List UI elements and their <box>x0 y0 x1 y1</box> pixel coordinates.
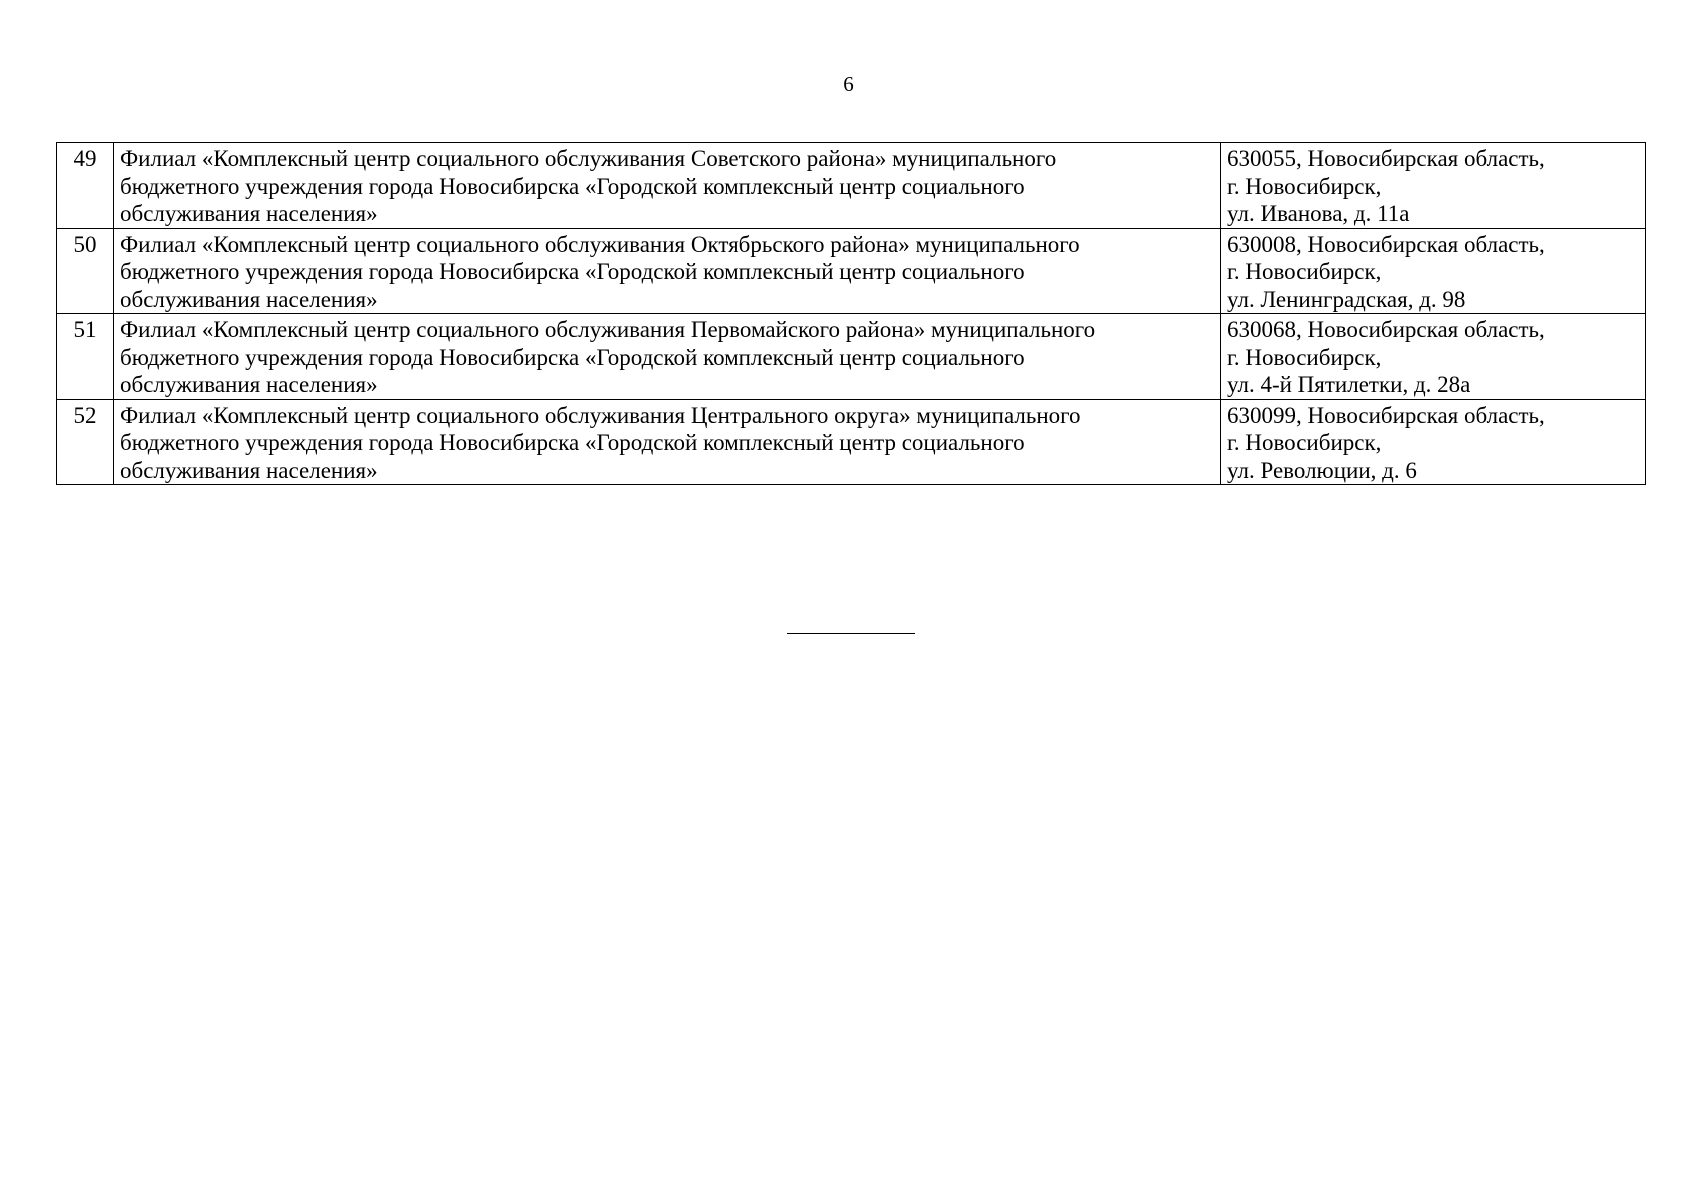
branch-name-line: бюджетного учреждения города Новосибирска «Городской комплексный центр социального <box>120 173 1025 199</box>
branch-name-line: Филиал «Комплексный центр социального обслуживания Центрального округа» муниципального <box>120 402 1081 428</box>
row-number: 52 <box>57 399 114 485</box>
address-line: 630008, Новосибирская область, <box>1227 231 1545 257</box>
branch-name-line: обслуживания населения» <box>120 457 378 483</box>
branch-name-line: обслуживания населения» <box>120 201 378 226</box>
branch-address <box>1221 228 1646 314</box>
address-line: 630055, Новосибирская область, <box>1227 146 1545 171</box>
table-row <box>57 314 1646 400</box>
address-line: г. Новосибирск, <box>1227 430 1382 455</box>
branch-address <box>1221 143 1646 229</box>
address-line: г. Новосибирск, <box>1227 344 1382 370</box>
table-row <box>57 143 1646 229</box>
address-line: г. Новосибирск, <box>1227 259 1382 284</box>
table-row <box>57 399 1646 485</box>
branch-name <box>114 314 1221 400</box>
branch-address <box>1221 399 1646 485</box>
branch-name <box>114 399 1221 485</box>
address-line: ул. Иванова, д. 11а <box>1227 201 1410 226</box>
page-number: 6 <box>843 72 854 96</box>
row-number: 51 <box>57 314 114 400</box>
branch-name-line: бюджетного учреждения города Новосибирска «Городской комплексный центр социального <box>120 344 1025 370</box>
address-line: 630099, Новосибирская область, <box>1227 402 1545 428</box>
address-line: ул. Ленинградская, д. 98 <box>1227 286 1466 312</box>
branch-name-line: бюджетного учреждения города Новосибирска «Городской комплексный центр социального <box>120 430 1025 455</box>
row-number: 50 <box>57 228 114 314</box>
branch-name-line: обслуживания населения» <box>120 372 378 397</box>
branch-name-line: Филиал «Комплексный центр социального обслуживания Первомайского района» муниципального <box>120 317 1096 342</box>
address-line: ул. Революции, д. 6 <box>1227 457 1417 483</box>
branch-name-line: бюджетного учреждения города Новосибирска «Городской комплексный центр социального <box>120 259 1025 284</box>
branches-table <box>56 142 1646 485</box>
branch-name-line: обслуживания населения» <box>120 286 378 312</box>
table-row <box>57 228 1646 314</box>
address-line: 630068, Новосибирская область, <box>1227 317 1545 342</box>
branch-name-line: Филиал «Комплексный центр социального обслуживания Советского района» муниципального <box>120 146 1057 171</box>
row-number: 49 <box>57 143 114 229</box>
branch-name <box>114 228 1221 314</box>
address-line: г. Новосибирск, <box>1227 173 1382 199</box>
branch-name <box>114 143 1221 229</box>
address-line: ул. 4-й Пятилетки, д. 28а <box>1227 372 1471 397</box>
end-of-document-rule <box>787 633 915 634</box>
branch-address <box>1221 314 1646 400</box>
branch-name-line: Филиал «Комплексный центр социального обслуживания Октябрьского района» муниципального <box>120 231 1080 257</box>
